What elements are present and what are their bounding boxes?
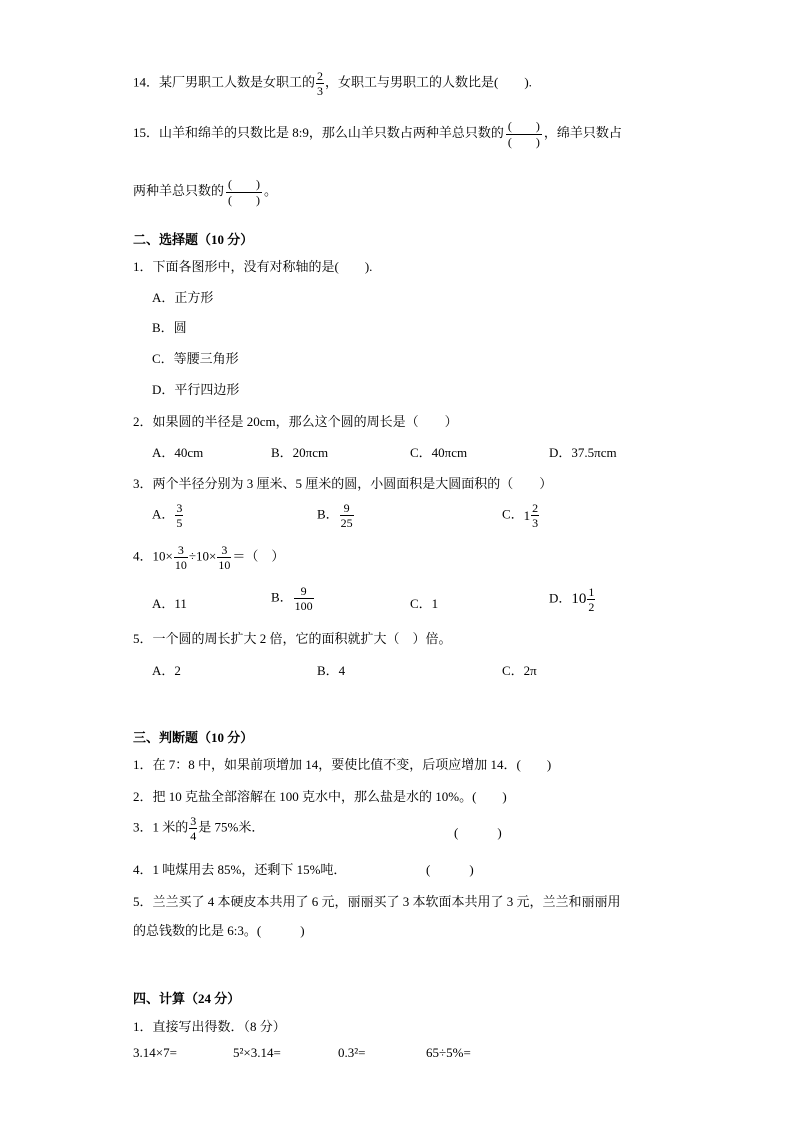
s4-calc-item-2: 5²×3.14= <box>233 1045 281 1060</box>
s2-q3-c-mixed-number: 1 $\frac{2}{3}$ <box>523 501 539 530</box>
s2-q5-option-b: B．4 <box>317 663 346 678</box>
question-15-line1 <box>133 120 622 148</box>
s2-q4-d-mixed-number: 10 $\frac{1}{2}$ <box>571 585 595 614</box>
s3-q1: 1．在 7：8 中，如果前项增加 14，要使比值不变，后项应增加 14．( ) <box>133 757 552 772</box>
s3-q3-fraction: $\frac{3}{4}$ <box>190 814 197 843</box>
question-14 <box>133 70 532 97</box>
s2-q3-option-a: A． $\frac{3}{5}$ <box>152 501 183 530</box>
s2-q3-b-fraction: $\frac{9}{25}$ <box>340 501 353 530</box>
s4-calc-item-1: 3.14×7= <box>133 1045 177 1060</box>
s3-q2: 2．把 10 克盐全部溶解在 100 克水中，那么盐是水的 10%。( ) <box>133 789 507 804</box>
q15-text-post: ，绵羊只数占 <box>543 125 622 141</box>
s3-q3-answer-paren: ( ) <box>454 825 502 840</box>
s2-q1-option-c: C．等腰三角形 <box>152 351 239 366</box>
s2-q4-option-b: B． $\frac{9}{100}$ <box>271 584 313 613</box>
s2-q4-option-c: C．1 <box>410 596 439 611</box>
s3-q5-line1: 5．兰兰买了 4 本硬皮本共用了 6 元，丽丽买了 3 本软面本共用了 3 元，兰兰和丽丽用 <box>133 894 621 909</box>
s2-q3-c-fraction: $\frac{2}{3}$ <box>532 501 539 530</box>
s3-q3: 3．1 米的 $\frac{3}{4}$ 是 75%米． <box>133 814 265 843</box>
s2-q4-option-d: D． 10 $\frac{1}{2}$ <box>549 585 595 614</box>
q15-blank-fraction-1: $\frac{( )}{( )}$ <box>507 119 540 149</box>
q15-blank-fraction-2: $\frac{( )}{( )}$ <box>228 177 261 207</box>
s3-q4-answer-paren: ( ) <box>426 862 474 877</box>
s3-q5-line2: 的总钱数的比是 6:3。( ) <box>133 923 305 938</box>
s2-q4-b-fraction: $\frac{9}{100}$ <box>294 584 313 613</box>
s2-q4-fraction-1: $\frac{3}{10}$ <box>174 543 187 572</box>
s2-q1-option-a: A．正方形 <box>152 290 214 305</box>
q15-line2-post: 。 <box>264 183 278 199</box>
s2-q2-option-c: C．40πcm <box>410 445 468 460</box>
q14-text-pre: 14．某厂男职工人数是女职工的 <box>133 74 316 90</box>
s2-q4-fraction-2: $\frac{3}{10}$ <box>218 543 231 572</box>
q14-fraction: $\frac{2}{3}$ <box>317 69 324 98</box>
s2-q5-option-c: C．2π <box>502 663 537 678</box>
s2-q2-stem: 2．如果圆的半径是 20cm，那么这个圆的周长是（ ） <box>133 414 458 429</box>
s2-q1-option-d: D．平行四边形 <box>152 382 240 397</box>
s2-q4-option-a: A．11 <box>152 596 187 611</box>
question-15-line2 <box>133 178 277 206</box>
s2-q1-option-b: B．圆 <box>152 320 187 335</box>
q15-text-pre: 15．山羊和绵羊的只数比是 8:9，那么山羊只数占两种羊总只数的 <box>133 125 504 141</box>
s3-q4: 4．1 吨煤用去 85%，还剩下 15%吨． <box>133 862 347 877</box>
s4-calc-item-4: 65÷5%= <box>426 1045 471 1060</box>
section-2-title: 二、选择题（10 分） <box>133 232 254 247</box>
s2-q4-stem: 4．10× $\frac{3}{10}$ ÷10× $\frac{3}{10}$ ＝（ ） <box>133 543 285 572</box>
s2-q2-option-b: B．20πcm <box>271 445 329 460</box>
s4-q1-stem: 1．直接写出得数．（8 分） <box>133 1019 286 1034</box>
section-4-title: 四、计算（24 分） <box>133 991 241 1006</box>
s2-q3-option-b: B． $\frac{9}{25}$ <box>317 501 353 530</box>
s2-q3-stem: 3．两个半径分别为 3 厘米、5 厘米的圆，小圆面积是大圆面积的（ ） <box>133 476 553 491</box>
s2-q2-option-a: A．40cm <box>152 445 204 460</box>
s2-q5-stem: 5．一个圆的周长扩大 2 倍，它的面积就扩大（ ）倍。 <box>133 631 452 646</box>
q14-text-post: ，女职工与男职工的人数比是( ). <box>325 74 532 90</box>
section-3-title: 三、判断题（10 分） <box>133 730 254 745</box>
s2-q3-option-c: C． 1 $\frac{2}{3}$ <box>502 501 539 530</box>
s4-calc-item-3: 0.3²= <box>338 1045 366 1060</box>
s2-q1-stem: 1．下面各图形中，没有对称轴的是( ). <box>133 259 373 274</box>
s2-q2-option-d: D．37.5πcm <box>549 445 617 460</box>
q15-line2-pre: 两种羊总只数的 <box>133 183 225 199</box>
s2-q4-d-fraction: $\frac{1}{2}$ <box>588 585 595 614</box>
s2-q5-option-a: A．2 <box>152 663 181 678</box>
s2-q3-a-fraction: $\frac{3}{5}$ <box>176 501 183 530</box>
